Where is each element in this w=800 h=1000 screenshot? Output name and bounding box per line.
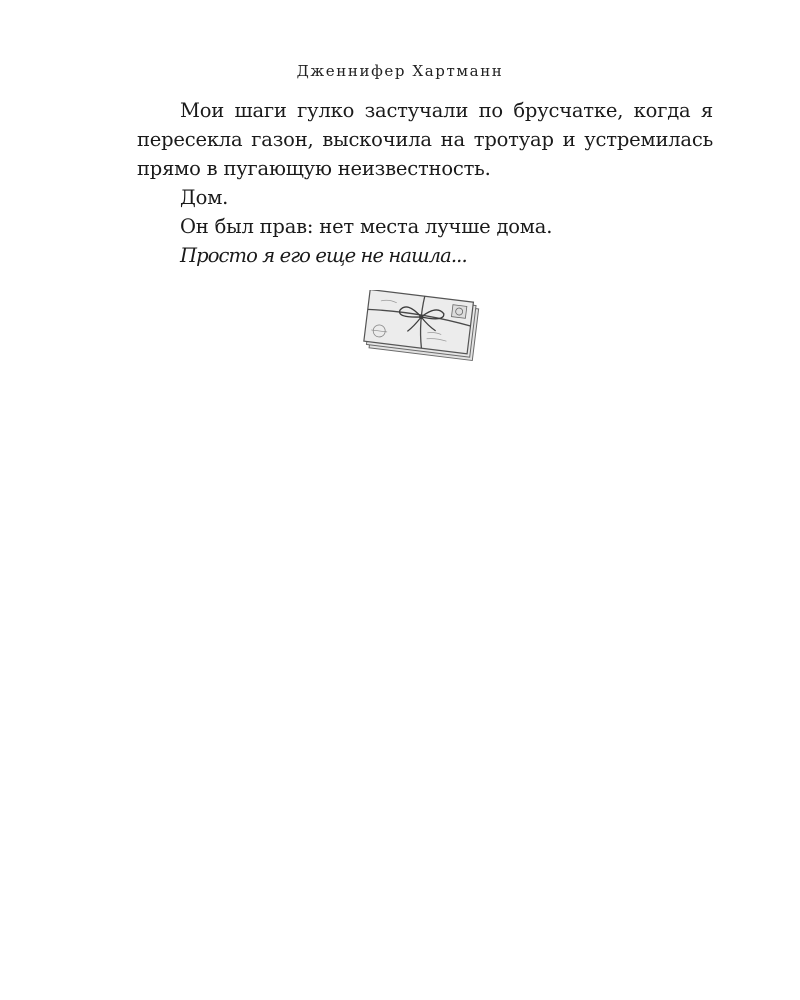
tied-letters-bundle-icon xyxy=(358,290,484,364)
paragraph-4-italic: Просто я его еще не нашла... xyxy=(180,244,467,267)
paragraph-2: Дом. xyxy=(180,186,229,209)
page-text xyxy=(137,96,713,270)
running-header: Дженнифер Хартманн xyxy=(296,62,504,80)
paragraph-3: Он был прав: нет места лучше дома. xyxy=(180,215,553,238)
paragraph-1: Мои шаги гулко застучали по брусчатке, когда я пересекла газон, выскочила на тротуар и устремилась прямо в пугающую неизвестность. xyxy=(137,99,713,180)
